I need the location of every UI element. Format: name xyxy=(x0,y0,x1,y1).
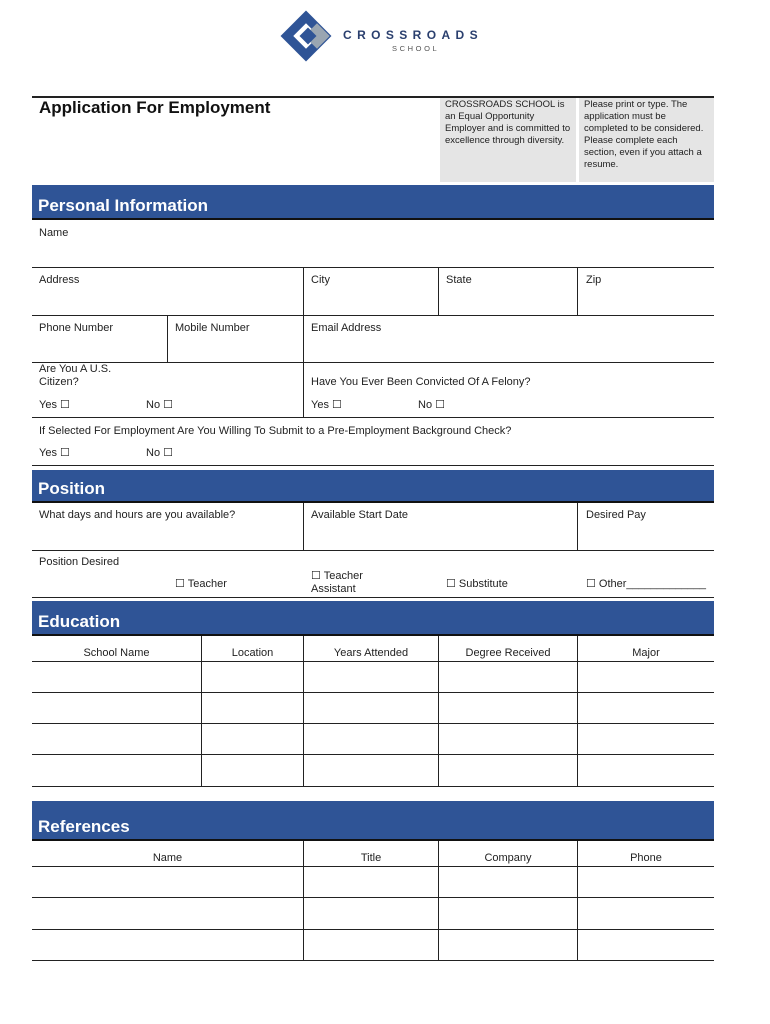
availability-label: What days and hours are you available? xyxy=(39,509,236,521)
table-row xyxy=(32,786,714,787)
felony-yes-checkbox[interactable]: Yes ☐ xyxy=(311,399,342,411)
teacher-checkbox[interactable]: ☐ Teacher xyxy=(175,578,227,590)
section-heading: References xyxy=(38,817,130,836)
state-label: State xyxy=(446,274,472,286)
divider xyxy=(438,636,439,786)
eeo-text: CROSSROADS SCHOOL is an Equal Opportunity Employer and is committed to excellence through diversity. xyxy=(445,99,571,146)
substitute-checkbox[interactable]: ☐ Substitute xyxy=(446,578,508,590)
divider xyxy=(32,465,714,466)
divider xyxy=(32,417,714,418)
section-education xyxy=(32,601,714,636)
divider xyxy=(303,315,304,362)
section-heading: Personal Information xyxy=(38,196,209,215)
education-col-school: School Name xyxy=(83,647,150,659)
divider xyxy=(577,267,578,315)
table-row xyxy=(32,661,714,662)
education-col-degree: Degree Received xyxy=(465,647,551,659)
background-check-label: If Selected For Employment Are You Willing To Submit to a Pre-Employment Background Check? xyxy=(39,425,512,437)
citizen-label: Are You A U.S. Citizen? xyxy=(39,363,112,388)
divider xyxy=(577,503,578,550)
section-heading: Education xyxy=(38,612,121,631)
page-title: Application For Employment xyxy=(39,98,271,117)
divider xyxy=(32,315,714,316)
divider xyxy=(577,841,578,960)
table-row xyxy=(32,897,714,898)
background-no-checkbox[interactable]: No ☐ xyxy=(146,447,173,459)
divider xyxy=(32,267,714,268)
references-col-phone: Phone xyxy=(630,852,662,864)
address-label: Address xyxy=(39,274,80,286)
table-row xyxy=(32,754,714,755)
divider xyxy=(32,597,714,598)
table-row xyxy=(32,692,714,693)
logo-name: CROSSROADS xyxy=(343,28,484,42)
section-position xyxy=(32,470,714,503)
zip-label: Zip xyxy=(586,274,602,286)
citizen-yes-checkbox[interactable]: Yes ☐ xyxy=(39,399,70,411)
divider xyxy=(438,841,439,960)
section-references xyxy=(32,801,714,841)
divider xyxy=(167,315,168,362)
divider xyxy=(303,841,304,960)
desired-pay-label: Desired Pay xyxy=(586,509,646,521)
table-row xyxy=(32,960,714,961)
table-row xyxy=(32,723,714,724)
section-personal-information xyxy=(32,185,714,220)
mobile-label: Mobile Number xyxy=(175,322,250,334)
divider xyxy=(201,636,202,786)
divider xyxy=(577,636,578,786)
table-row xyxy=(32,866,714,867)
name-label: Name xyxy=(39,227,69,239)
email-label: Email Address xyxy=(311,322,382,334)
other-checkbox[interactable]: ☐ Other_____________ xyxy=(586,578,706,590)
divider xyxy=(438,267,439,315)
teacher-assistant-line1: ☐ Teacher xyxy=(311,570,363,582)
references-col-name: Name xyxy=(152,852,183,864)
city-label: City xyxy=(311,274,330,286)
teacher-assistant-line2: Assistant xyxy=(311,583,356,595)
instructions-box xyxy=(579,98,714,182)
felony-label: Have You Ever Been Convicted Of A Felony? xyxy=(311,376,531,388)
divider xyxy=(303,267,304,315)
table-row xyxy=(32,929,714,930)
felony-no-checkbox[interactable]: No ☐ xyxy=(418,399,445,411)
education-col-location: Location xyxy=(231,647,274,659)
references-col-company: Company xyxy=(484,852,532,864)
start-date-label: Available Start Date xyxy=(311,509,409,521)
phone-label: Phone Number xyxy=(39,322,113,334)
logo-subtitle: SCHOOL xyxy=(392,44,440,53)
references-col-title: Title xyxy=(360,852,382,864)
crossroads-logo-icon xyxy=(278,8,334,64)
education-col-major: Major xyxy=(632,647,660,659)
background-yes-checkbox[interactable]: Yes ☐ xyxy=(39,447,70,459)
eeo-box xyxy=(440,98,576,182)
instructions-text: Please print or type. The application must be completed to be considered. Please complete each section, even if you attach a resume. xyxy=(584,99,704,170)
teacher-assistant-checkbox[interactable] xyxy=(311,570,363,596)
divider xyxy=(303,636,304,786)
education-col-years: Years Attended xyxy=(333,647,409,659)
section-heading: Position xyxy=(38,479,106,498)
citizen-no-checkbox[interactable]: No ☐ xyxy=(146,399,173,411)
divider xyxy=(303,362,304,417)
divider xyxy=(32,550,714,551)
position-desired-label: Position Desired xyxy=(39,556,120,568)
divider xyxy=(303,503,304,550)
